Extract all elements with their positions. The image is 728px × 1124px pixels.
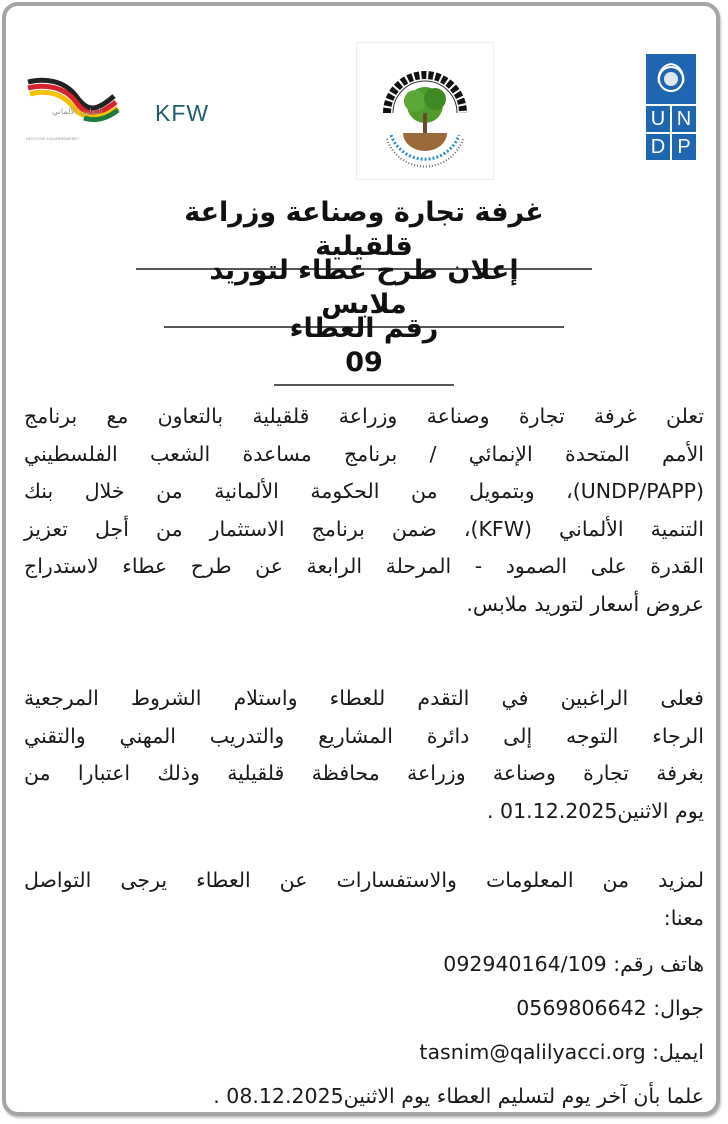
contact-intro: لمزيد من المعلومات والاستفسارات عن العطاء يرجى التواصل [24, 868, 704, 892]
paragraph-line: بغرفة تجارة وصناعة وزراعة محافظة قلقيلية وذلك اعتبارا من [24, 761, 704, 785]
undp-letter-p: P [672, 134, 696, 160]
organization-title: غرفة تجارة وصناعة وزراعة قلقيلية [136, 196, 592, 270]
start-date-line: يوم الاثنين01.12.2025 . [487, 798, 704, 823]
german-cooperation-logo [24, 74, 144, 144]
kfw-logo: KFW [155, 100, 210, 126]
paragraph-line: عروض أسعار لتوريد ملابس. [466, 591, 704, 616]
undp-letter-d: D [646, 134, 670, 160]
undp-letter-n: N [672, 106, 696, 132]
email-label: ايميل: [652, 1040, 704, 1064]
svg-text:التعاون الألماني: التعاون الألماني [52, 107, 103, 116]
contact-intro-cont: معنا: [663, 905, 704, 930]
email-link[interactable]: tasnim@qalilyacci.org [419, 1040, 646, 1064]
mobile-line [24, 986, 704, 1030]
undp-letter-u: U [646, 106, 670, 132]
deadline-line: علما بأن آخر يوم لتسليم العطاء يوم الاثنين08.12.2025 . [213, 1084, 704, 1108]
tender-number-title: رقم العطاء 09 [274, 312, 454, 386]
phone-label: هاتف رقم: [613, 952, 704, 976]
qalqilya-chamber-tree-gear-icon [357, 43, 493, 179]
svg-text:DEUTSCHE ZUSAMMENARBEIT: DEUTSCHE ZUSAMMENARBEIT [26, 137, 80, 141]
contact-details [24, 942, 704, 1118]
instructions-paragraph [24, 680, 704, 830]
contact-section [24, 862, 704, 937]
paragraph-line: تعلن غرفة تجارة وصناعة وزراعة قلقيلية بالتعاون مع برنامج [24, 404, 704, 428]
mobile-value[interactable]: 0569806642 [516, 996, 647, 1020]
mobile-label: جوال: [653, 996, 704, 1020]
announcement-paragraph [24, 398, 704, 623]
title-block [0, 196, 728, 378]
paragraph-line: فعلى الراغبين في التقدم للعطاء واستلام الشروط المرجعية [24, 686, 704, 710]
paragraph-line: التنمية الألماني (KFW)، ضمن برنامج الاستثمار من أجل تعزيز [24, 516, 705, 541]
undp-logo [646, 54, 696, 160]
phone-line [24, 942, 704, 986]
announcement-title: إعلان طرح عطاء لتوريد ملابس [164, 254, 564, 328]
qalqilya-chamber-logo [356, 42, 494, 180]
phone-value[interactable]: 092940164/109 [443, 952, 607, 976]
paragraph-line: (UNDP/PAPP)، وبتمويل من الحكومة الألمانية من خلال بنك [24, 479, 704, 503]
paragraph-line: القدرة على الصمود - المرحلة الرابعة عن طرح عطاء لاستدراج [24, 554, 704, 578]
email-line [24, 1030, 704, 1074]
german-palestinian-ribbon-icon [24, 74, 144, 144]
paragraph-line: الرجاء التوجه إلى دائرة المشاريع والتدريب المهني والتقني [24, 723, 704, 748]
un-emblem-icon [646, 54, 696, 104]
paragraph-line: الأمم المتحدة الإنمائي / برنامج مساعدة الشعب الفلسطيني [24, 441, 704, 466]
